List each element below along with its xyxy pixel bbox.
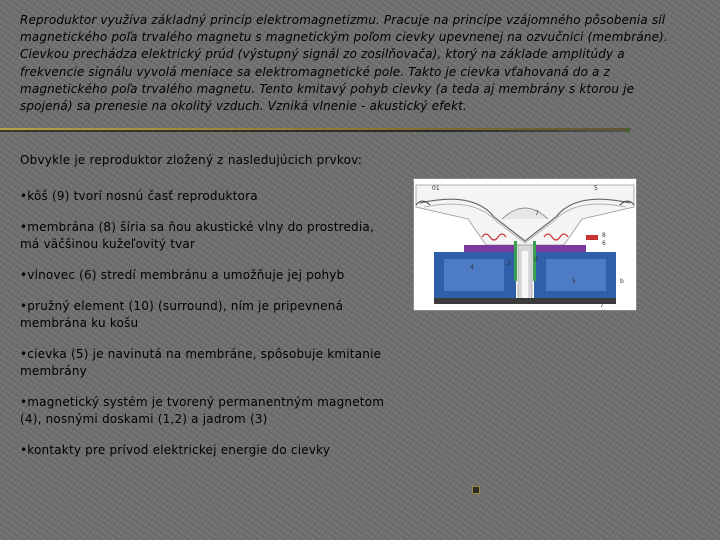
speaker-cross-section [414,179,636,310]
list-item: •cievka (5) je navinutá na membráne, spôsobuje kmitanie membrány [20,347,382,378]
list-item: •vlnovec (6) stredí membránu a umožňuje jej pohyb [20,268,345,282]
diagram-label: 5 [594,185,598,192]
diagram-label: 5 [572,278,576,285]
diagram-label: 01 [432,185,440,192]
diagram-label: 7 [535,210,539,217]
speaker-diagram [413,178,637,311]
list-lead: Obvykle je reproduktor zložený z nasledujúcich prvkov: [20,153,363,167]
diagram-label: d [534,256,538,263]
diagram-label: 3 [507,260,511,267]
diagram-label: 8 [602,232,606,239]
diagram-label: 6 [602,240,606,247]
list-item: •pružný element (10) (surround), ním je pripevnená membrána ku košu [20,299,344,330]
list-item: •kontakty pre prívod elektrickej energie do cievky [20,443,331,457]
header-divider [0,128,630,133]
list-item: •membrána (8) šíria sa ňou akustické vlny do prostredia, má väčšinou kužeľovitý tvar [20,220,374,251]
intro-paragraph: Reproduktor využíva základný princíp elektromagnetizmu. Pracuje na princípe vzájomného pôsobenia síl magnetického poľa trvalého magnetu s magnetickým poľom cievky upevnenej na ozvučnici (membráne). Cievkou prechádza elektrický prúd (výstupný signál zo zosilňovača), ktorý na základe amplitúdy a frekvencie signálu vyvolá meniace sa elektromagnetické pole. Takto je cievka vťahovaná do a z magnetického poľa trvalého magnetu. Tento kmitavý pohyb cievky (a teda aj membrány s ktorou je spojená) sa prenesie na okolitý vzduch. Vzniká vlnenie - akustický efekt. [20,13,668,114]
list-item: •magnetický systém je tvorený permanentným magnetom (4), nosnými doskami (1,2) a jadrom (3) [20,395,385,426]
decorative-square [472,486,480,494]
list-item: •kôš (9) tvorí nosnú časť reproduktora [20,189,258,203]
diagram-label: b [620,278,624,285]
diagram-label: 7 [600,302,604,309]
diagram-label: 4 [470,264,474,271]
component-list [20,152,390,473]
